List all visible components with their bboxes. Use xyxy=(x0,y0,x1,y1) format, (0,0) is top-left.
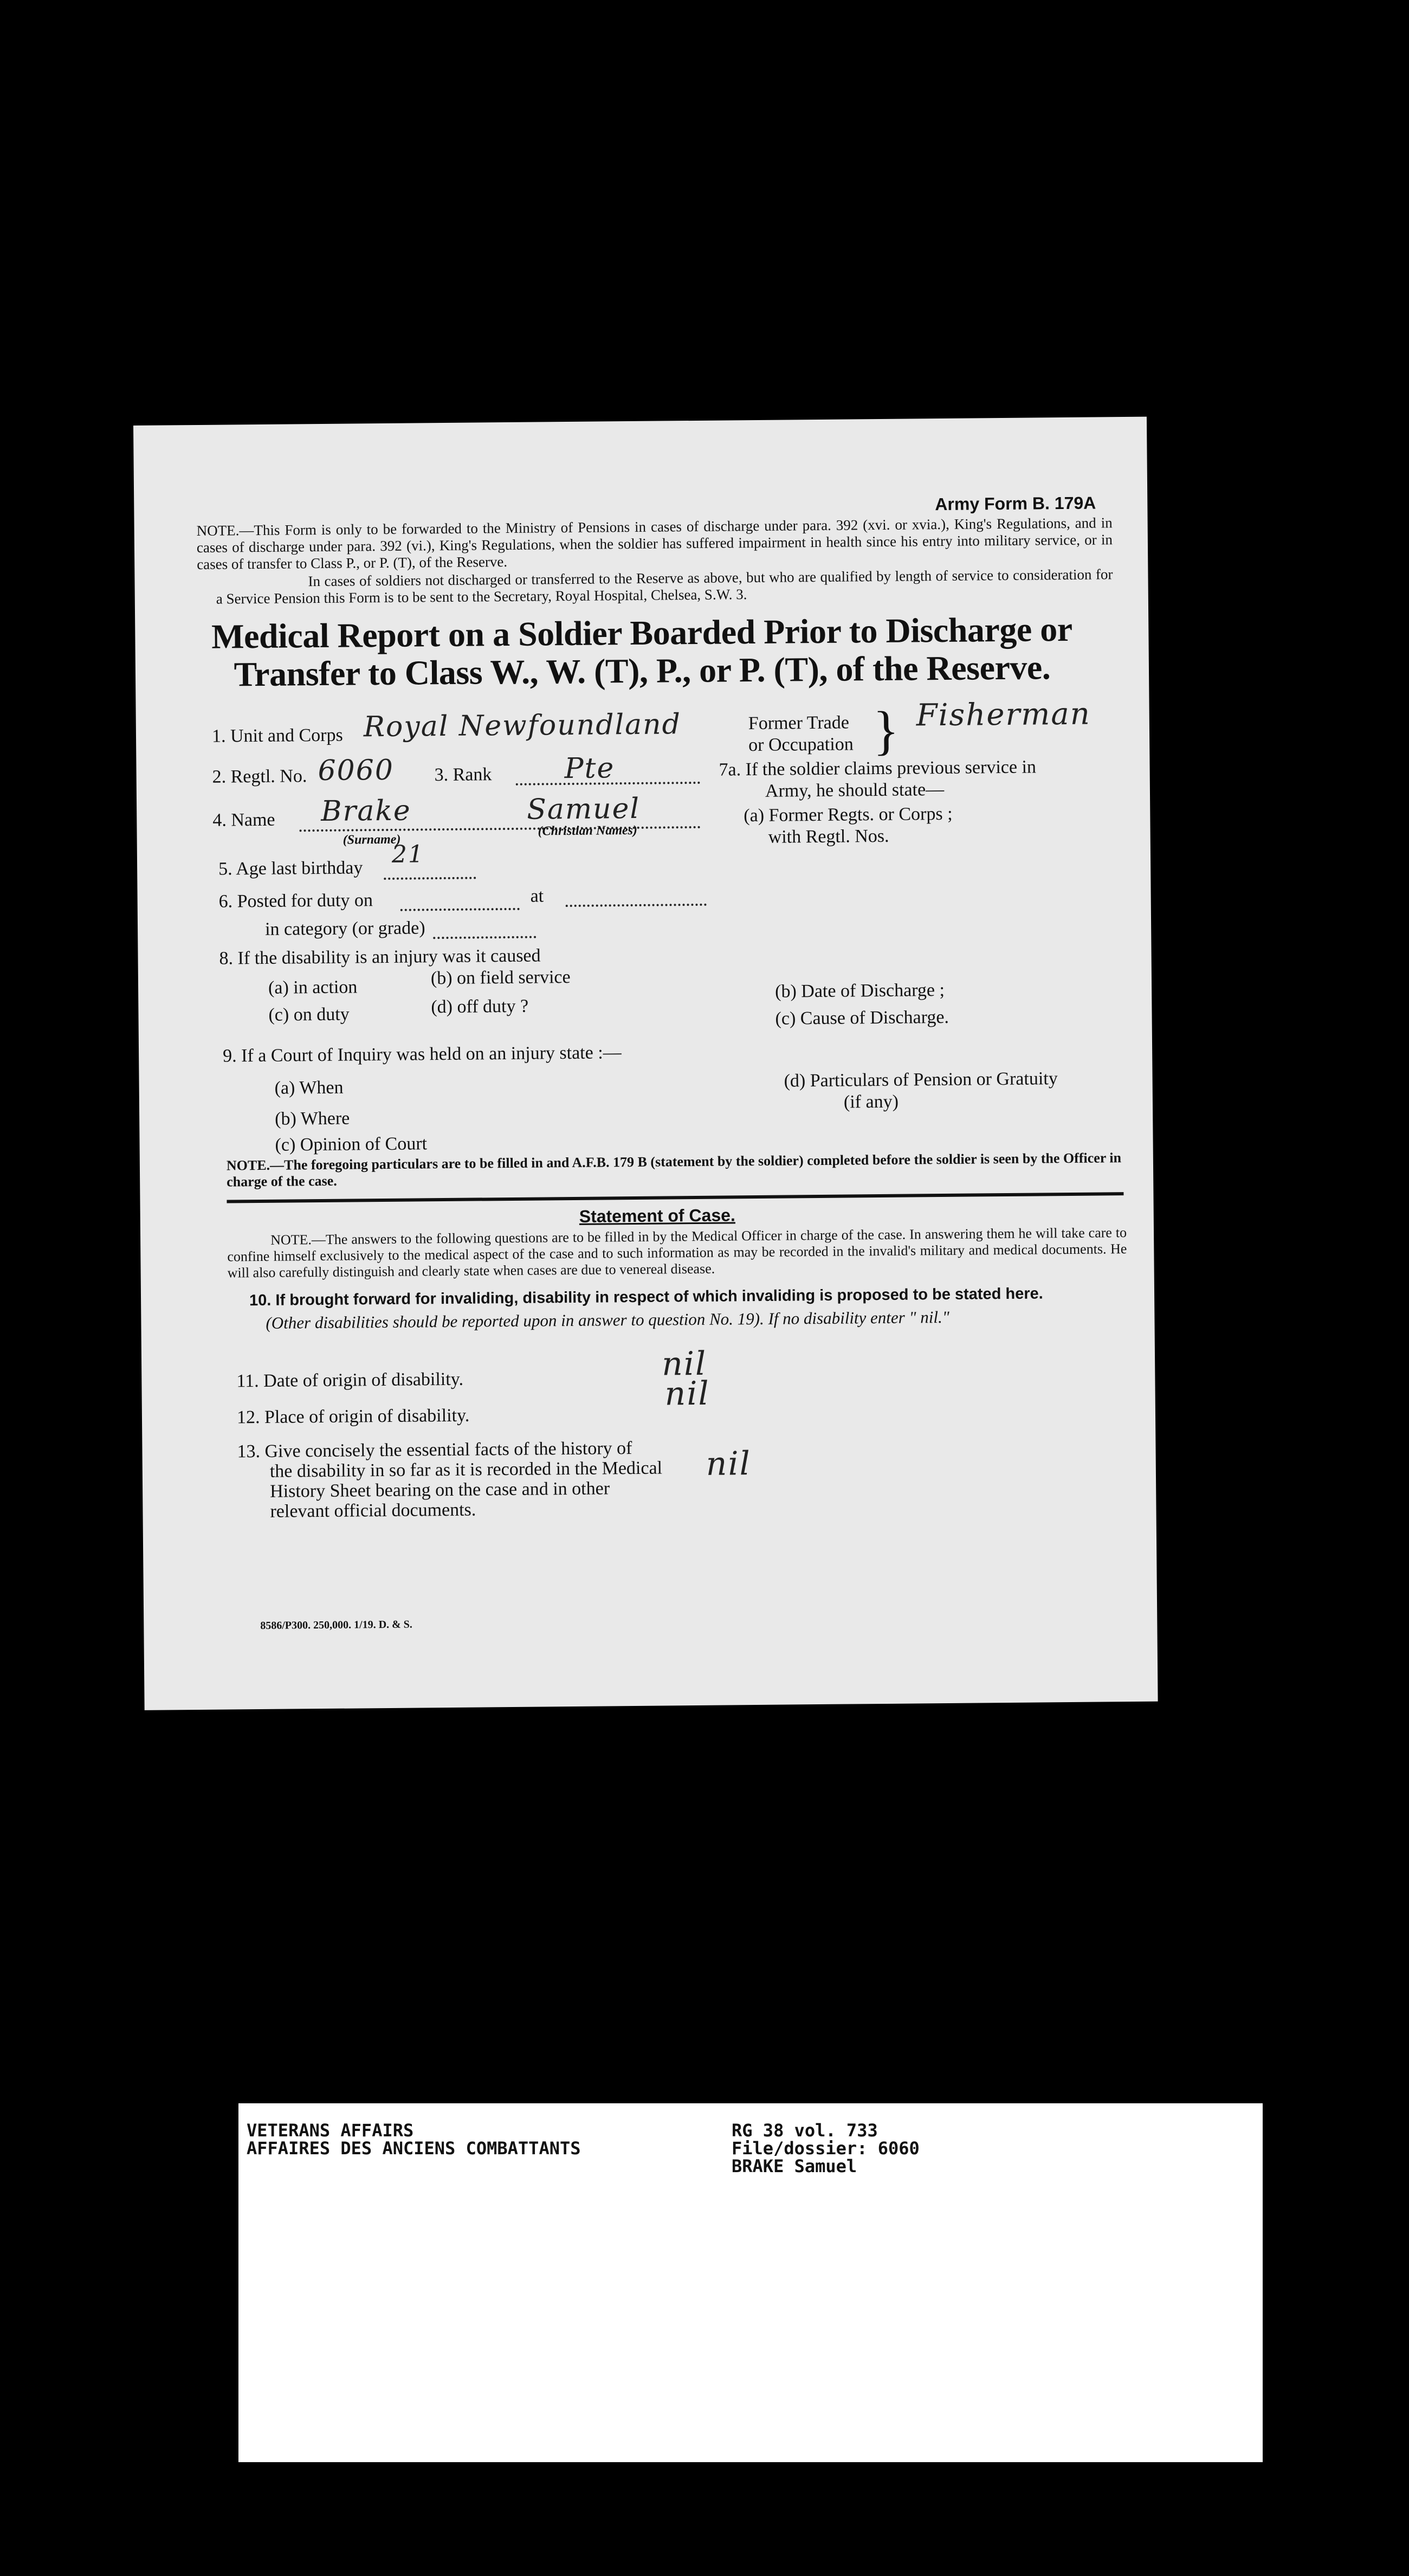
q7a-2: Army, he should state— xyxy=(765,779,945,801)
q13-line4: relevant official documents. xyxy=(270,1499,476,1522)
q2-label: 2. Regtl. No. xyxy=(212,766,307,787)
surname-caption: (Surname) xyxy=(342,832,401,847)
archive-card xyxy=(238,2103,1263,2462)
q9-b: (b) Where xyxy=(275,1108,350,1129)
q8-c: (c) on duty xyxy=(268,1004,350,1025)
divider-rule xyxy=(227,1192,1123,1203)
q6-at: at xyxy=(530,886,544,906)
q8-d: (d) off duty ? xyxy=(431,996,529,1017)
q13-value: nil xyxy=(706,1445,752,1483)
q12-value: nil xyxy=(664,1374,710,1413)
q12-label: 12. Place of origin of disability. xyxy=(236,1405,470,1428)
q1-label: 1. Unit and Corps xyxy=(211,725,343,746)
card-line2-left: AFFAIRES DES ANCIENS COMBATTANTS xyxy=(247,2138,581,2159)
q8-label: 8. If the disability is an injury was it caused xyxy=(219,945,541,969)
q7a-a2: with Regtl. Nos. xyxy=(768,826,889,847)
q3-value: Pte xyxy=(564,752,615,785)
q9-c: (c) Opinion of Court xyxy=(275,1134,428,1155)
q6-label: 6. Posted for duty on xyxy=(218,890,373,912)
q7-label-2: or Occupation xyxy=(748,734,854,756)
q13-line1: 13. Give concisely the essential facts of the history of xyxy=(237,1438,632,1462)
q3-dots xyxy=(516,768,700,785)
q2-value: 6060 xyxy=(318,754,395,788)
q6-category: in category (or grade) xyxy=(264,918,425,939)
form-id: Army Form B. 179A xyxy=(935,493,1096,514)
q6-dots-1 xyxy=(400,894,520,911)
card-line1-right: RG 38 vol. 733 xyxy=(732,2120,878,2141)
q6-dots-3 xyxy=(433,922,536,939)
q10-line1: 10. If brought forward for invaliding, disability in respect of which invaliding is proposed to be stated here. xyxy=(249,1285,1043,1310)
print-code: 8586/P300. 250,000. 1/19. D. & S. xyxy=(260,1618,412,1632)
q4-label: 4. Name xyxy=(212,809,275,830)
q9-a: (a) When xyxy=(274,1077,344,1098)
q7d-2: (if any) xyxy=(843,1091,899,1112)
note-top-2: In cases of soldiers not discharged or transferred to the Reserve as above, but who are qualified by length of service to consideration for a Service Pension this Form is to be sent to the Secretary, Royal Hospital, Chelsea, S.W. 3. xyxy=(216,566,1113,607)
q10-line2: (Other disabilities should be reported upon in answer to question No. 19). If no disability enter " nil." xyxy=(266,1307,949,1332)
q9-label: 9. If a Court of Inquiry was held on an injury state :— xyxy=(222,1042,622,1066)
q7-value: Fisherman xyxy=(916,696,1091,733)
q7-label-1: Former Trade xyxy=(748,712,850,734)
q13-line2: the disability in so far as it is recorded in the Medical xyxy=(269,1458,663,1482)
q4-christian: Samuel xyxy=(526,792,641,826)
medical-report-form xyxy=(133,417,1158,1710)
q7a-1: 7a. If the soldier claims previous service in xyxy=(719,757,1037,780)
card-line3-right: BRAKE Samuel xyxy=(732,2156,857,2176)
note-mid: NOTE.—The foregoing particulars are to be filled in and A.F.B. 179 B (statement by the soldier) completed before the soldier is seen by the Officer in charge of the case. xyxy=(226,1150,1122,1190)
note-statement: NOTE.—The answers to the following questions are to be filled in by the Medical Officer in charge of the case. In answering them he will take care to confine himself exclusively to the medical aspect of the case and to such information as may be recorded in the invalid's military and medical documents. He will also carefully distinguish and clearly state when cases are due to venereal disease. xyxy=(227,1225,1127,1281)
q4-dots xyxy=(299,812,700,832)
q3-label: 3. Rank xyxy=(434,764,492,785)
q5-value: 21 xyxy=(391,840,425,868)
q5-label: 5. Age last birthday xyxy=(218,858,363,879)
q7b: (b) Date of Discharge ; xyxy=(774,980,945,1002)
form-title-line2: Transfer to Class W., W. (T), P., or P. (T), of the Reserve. xyxy=(234,648,1051,694)
q13-line3: History Sheet bearing on the case and in other xyxy=(270,1478,610,1502)
q8-a: (a) in action xyxy=(268,977,358,998)
card-line2-right: File/dossier: 6060 xyxy=(732,2138,920,2159)
q4-surname: Brake xyxy=(320,794,411,828)
q7c: (c) Cause of Discharge. xyxy=(775,1007,949,1029)
q5-dots xyxy=(384,863,476,880)
q8-b: (b) on field service xyxy=(430,967,571,989)
q6-dots-2 xyxy=(566,890,707,907)
q7-brace: } xyxy=(872,700,900,761)
card-line1-left: VETERANS AFFAIRS xyxy=(247,2120,414,2141)
note-top-1: NOTE.—This Form is only to be forwarded to the Ministry of Pensions in cases of discharge under para. 392 (xvi. or xvia.), King's Regulations, and in cases of discharge under para. 392 (vi.), King's Regulations, when the soldier has suffered impairment in health since his entry into military service, or in cases of transfer to Class P., or P. (T), of the Reserve. xyxy=(196,514,1113,572)
form-title-line1: Medical Report on a Soldier Boarded Prior to Discharge or xyxy=(211,609,1072,656)
statement-heading: Statement of Case. xyxy=(579,1205,735,1226)
q7a-a1: (a) Former Regts. or Corps ; xyxy=(744,803,953,826)
q11-value: nil xyxy=(661,1344,707,1383)
q7d-1: (d) Particulars of Pension or Gratuity xyxy=(784,1068,1058,1091)
christian-caption: (Christian Names) xyxy=(538,823,638,839)
q1-value: Royal Newfoundland xyxy=(363,708,682,744)
q11-label: 11. Date of origin of disability. xyxy=(236,1369,464,1392)
